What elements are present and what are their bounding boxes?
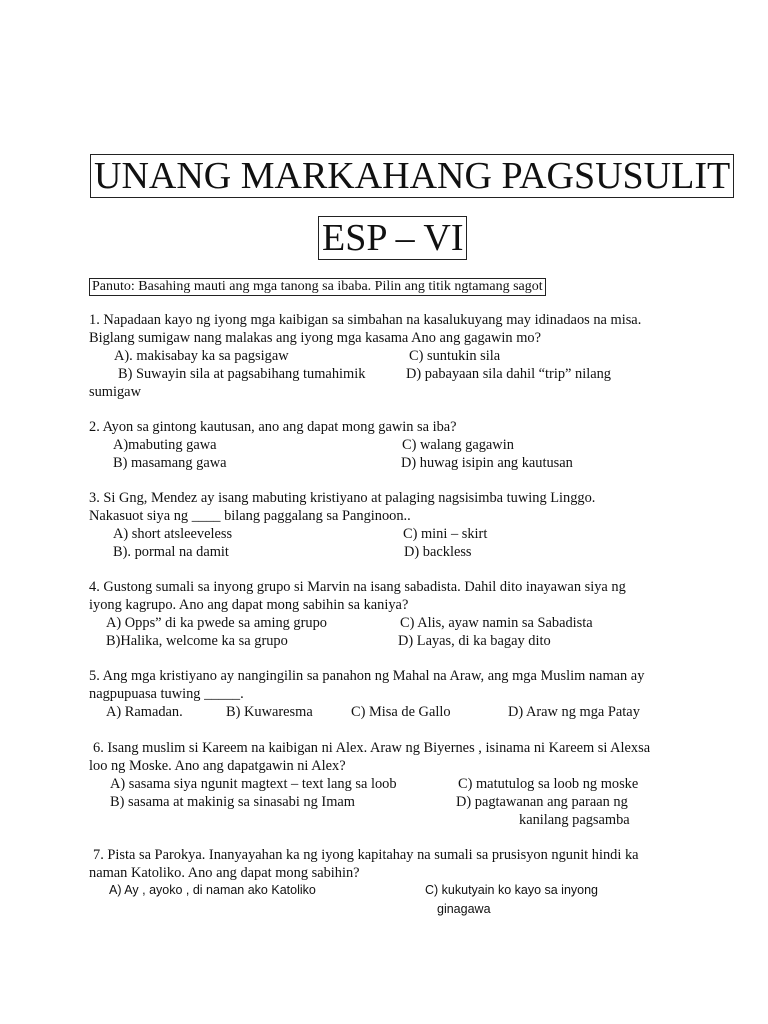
question-5-text-line1: 5. Ang mga kristiyano ay nangingilin sa panahon ng Mahal na Araw, ang mga Muslim naman ay bbox=[89, 668, 645, 684]
question-5-choice-a: A) Ramadan. bbox=[106, 704, 183, 720]
question-3-choice-a: A) short atsleeveless bbox=[113, 526, 233, 542]
question-6-choice-b: B) sasama at makinig sa sinasabi ng Imam bbox=[110, 794, 355, 810]
question-5-choice-b: B) Kuwaresma bbox=[226, 704, 313, 720]
question-1-choice-d-continued: sumigaw bbox=[89, 384, 141, 400]
question-2-text-line1: 2. Ayon sa gintong kautusan, ano ang dapat mong gawin sa iba? bbox=[89, 419, 457, 435]
question-6-choice-d: D) pagtawanan ang paraan ng bbox=[456, 794, 628, 810]
question-2-choice-a: A)mabuting gawa bbox=[113, 437, 217, 453]
question-1-choice-a: A). makisabay ka sa pagsigaw bbox=[114, 348, 289, 364]
instructions: Panuto: Basahing mauti ang mga tanong sa ibaba. Pilin ang titik ngtamang sagot bbox=[89, 278, 546, 296]
question-4-choice-b: B)Halika, welcome ka sa grupo bbox=[106, 633, 288, 649]
question-1-choice-b: B) Suwayin sila at pagsabihang tumahimik bbox=[118, 366, 366, 382]
question-7-choice-a: A) Ay , ayoko , di naman ako Katoliko bbox=[109, 883, 316, 897]
question-2-choice-d: D) huwag isipin ang kautusan bbox=[401, 455, 573, 471]
question-2-choice-c: C) walang gagawin bbox=[402, 437, 514, 453]
question-2-choice-b: B) masamang gawa bbox=[113, 455, 227, 471]
question-1-text-line1: 1. Napadaan kayo ng iyong mga kaibigan sa simbahan na kasalukuyang may idinadaos na misa. bbox=[89, 312, 642, 328]
question-3-choice-d: D) backless bbox=[404, 544, 472, 560]
question-5-choice-c: C) Misa de Gallo bbox=[351, 704, 451, 720]
question-5-choice-d: D) Araw ng mga Patay bbox=[508, 704, 640, 720]
question-4-choice-a: A) Opps” di ka pwede sa aming grupo bbox=[106, 615, 328, 631]
question-1-text-line2: Biglang sumigaw nang malakas ang iyong mga kasama Ano ang gagawin mo? bbox=[89, 330, 542, 346]
question-1-choice-d: D) pabayaan sila dahil “trip” nilang bbox=[406, 366, 611, 382]
question-3-choice-b: B). pormal na damit bbox=[113, 544, 229, 560]
question-3-text-line1: 3. Si Gng, Mendez ay isang mabuting kristiyano at palaging nagsisimba tuwing Linggo. bbox=[89, 490, 596, 506]
question-7-text-line2: naman Katoliko. Ano ang dapat mong sabihin? bbox=[89, 865, 360, 881]
question-4-text-line1: 4. Gustong sumali sa inyong grupo si Marvin na isang sabadista. Dahil dito inayawan siya ng bbox=[89, 579, 626, 595]
question-3-text-line2: Nakasuot siya ng ____ bilang paggalang sa Panginoon.. bbox=[89, 508, 411, 524]
question-7-choice-c: C) kukutyain ko kayo sa inyong bbox=[425, 883, 599, 897]
exam-title: UNANG MARKAHANG PAGSUSULIT bbox=[90, 154, 734, 198]
question-3-choice-c: C) mini – skirt bbox=[403, 526, 488, 542]
question-1-choice-c: C) suntukin sila bbox=[409, 348, 501, 364]
question-7-choice-c-continued: ginagawa bbox=[437, 902, 491, 916]
question-7-text-line1: 7. Pista sa Parokya. Inanyayahan ka ng iyong kapitahay na sumali sa prusisyon ngunit hindi ka bbox=[93, 847, 639, 863]
question-4-choice-c: C) Alis, ayaw namin sa Sabadista bbox=[400, 615, 593, 631]
question-4-text-line2: iyong kagrupo. Ano ang dapat mong sabihin sa kaniya? bbox=[89, 597, 409, 613]
question-6-choice-a: A) sasama siya ngunit magtext – text lang sa loob bbox=[110, 776, 397, 792]
question-6-choice-d-continued: kanilang pagsamba bbox=[519, 812, 630, 828]
question-6-choice-c: C) matutulog sa loob ng moske bbox=[458, 776, 639, 792]
question-5-text-line2: nagpupuasa tuwing _____. bbox=[89, 686, 244, 702]
question-6-text-line1: 6. Isang muslim si Kareem na kaibigan ni Alex. Araw ng Biyernes , isinama ni Kareem si Alexsa bbox=[93, 740, 651, 756]
exam-subject: ESP – VI bbox=[318, 216, 467, 260]
question-4-choice-d: D) Layas, di ka bagay dito bbox=[398, 633, 551, 649]
question-6-text-line2: loo ng Moske. Ano ang dapatgawin ni Alex? bbox=[89, 758, 346, 774]
